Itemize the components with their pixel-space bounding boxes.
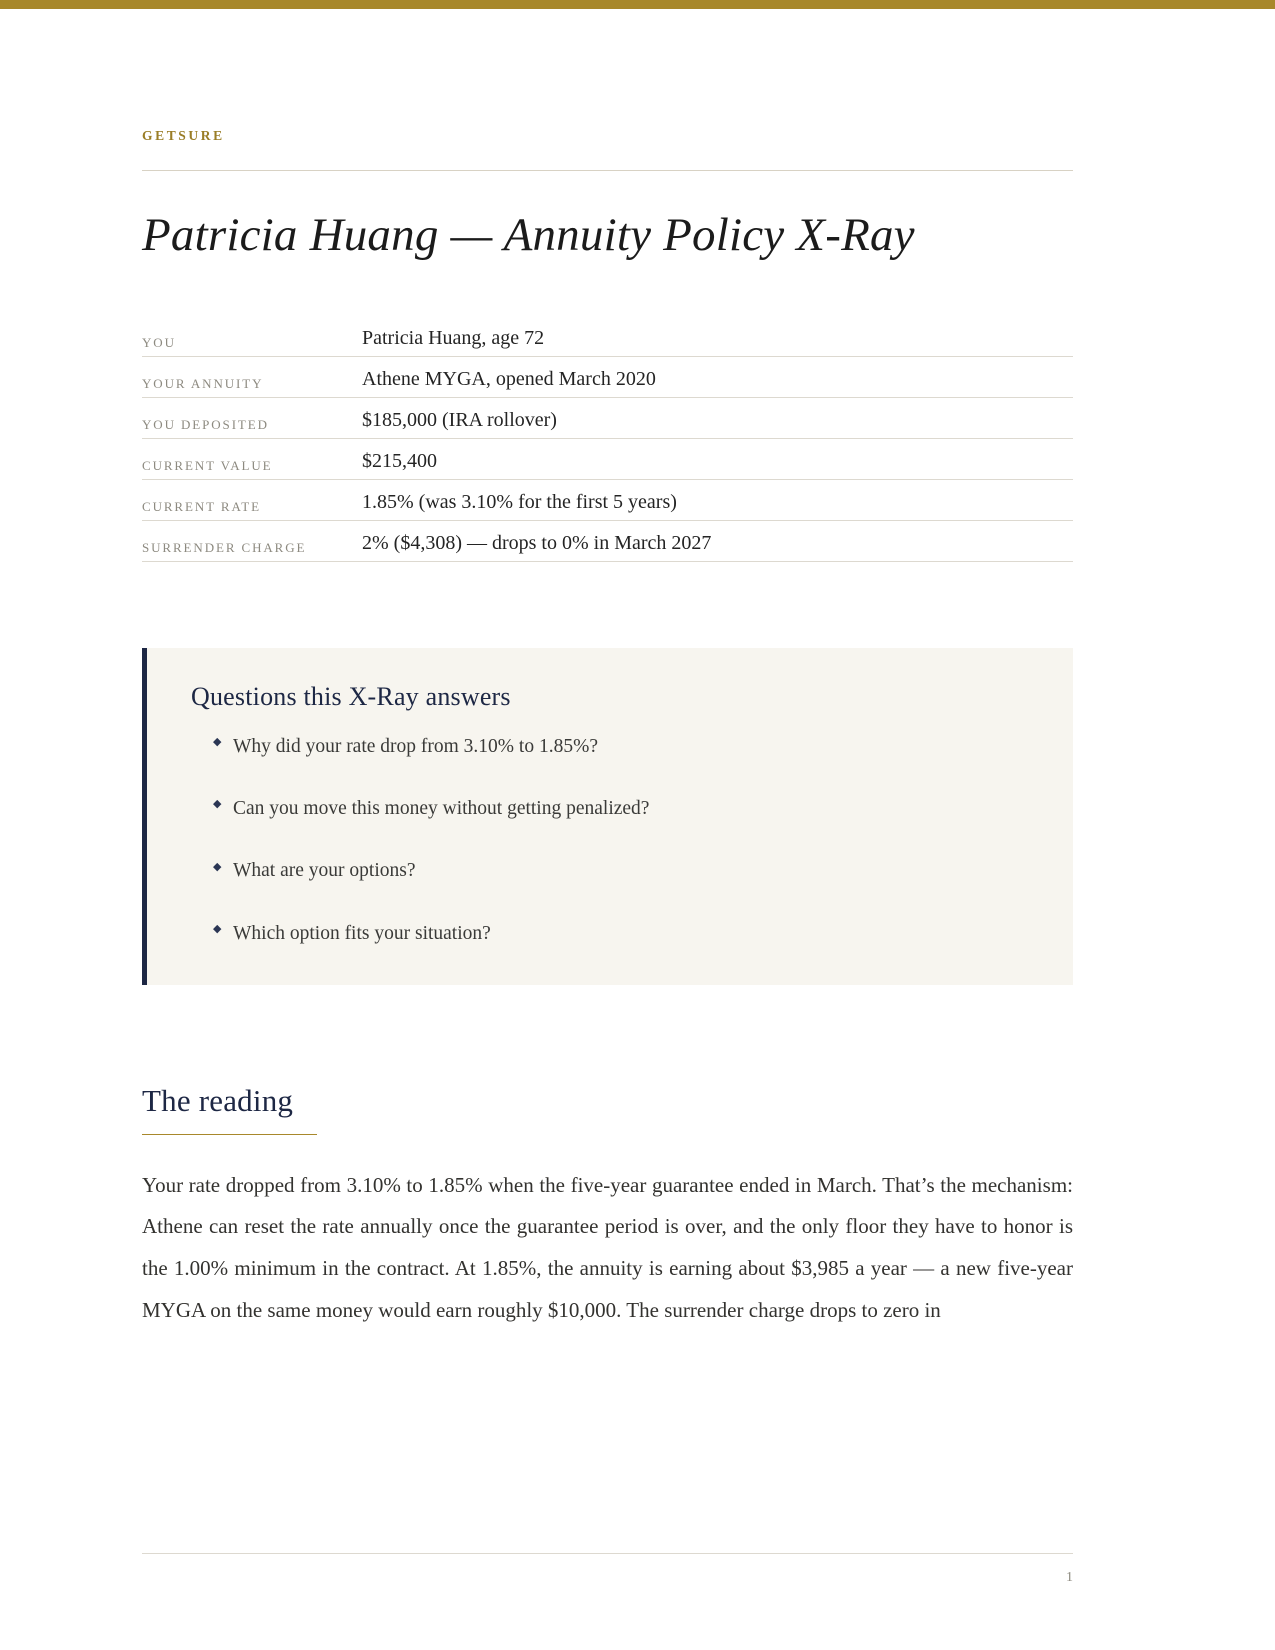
fact-value-your-annuity: Athene MYGA, opened March 2020 — [362, 367, 656, 390]
list-item — [191, 796, 1033, 822]
page-footer — [142, 1553, 1073, 1586]
diamond-bullet-icon: ◆ — [213, 798, 222, 811]
table-row — [142, 438, 1073, 479]
table-row — [142, 356, 1073, 397]
section-body-paragraph: Your rate dropped from 3.10% to 1.85% when the five-year guarantee ended in March. That’s the mechanism: Athene can reset the rate annually once the guarantee period is over, and the only floor they have to honor is the 1.00% minimum in the contract. At 1.85%, the annuity is earning about $3,985 a year — a new five-year MYGA on the same money would earn roughly $10,000. The surrender charge drops to zero in — [142, 1172, 1073, 1322]
fact-value-current-value: $215,400 — [362, 449, 437, 472]
footer-divider — [142, 1553, 1073, 1554]
masthead-divider — [142, 170, 1073, 171]
fact-label-surrender-charge: SURRENDER CHARGE — [142, 539, 307, 555]
page-number: 1 — [1066, 1570, 1073, 1585]
fact-label-you: YOU — [142, 334, 176, 350]
questions-callout — [142, 648, 1073, 985]
list-item-label: Can you move this money without getting penalized? — [233, 797, 650, 819]
list-item — [191, 734, 1033, 760]
table-row — [142, 397, 1073, 438]
list-item-label: Which option fits your situation? — [233, 922, 491, 944]
list-item — [191, 921, 1033, 947]
section-heading: The reading — [142, 1082, 294, 1118]
reading-section — [142, 1083, 1073, 1331]
list-item-label: What are your options? — [233, 860, 416, 882]
fact-value-surrender-charge: 2% ($4,308) — drops to 0% in March 2027 — [362, 531, 712, 554]
fact-label-current-rate: CURRENT RATE — [142, 498, 261, 514]
fact-value-current-rate: 1.85% (was 3.10% for the first 5 years) — [362, 490, 677, 513]
page-title: Patricia Huang — Annuity Policy X-Ray — [142, 209, 915, 261]
fact-value-you: Patricia Huang, age 72 — [362, 326, 545, 349]
list-item-label: Why did your rate drop from 3.10% to 1.85%? — [233, 735, 598, 757]
diamond-bullet-icon: ◆ — [213, 735, 222, 748]
diamond-bullet-icon: ◆ — [213, 860, 222, 873]
fact-label-your-annuity: YOUR ANNUITY — [142, 375, 264, 391]
table-row — [142, 479, 1073, 520]
questions-list — [191, 734, 1033, 947]
table-row — [142, 316, 1073, 357]
fact-label-current-value: CURRENT VALUE — [142, 457, 273, 473]
callout-title: Questions this X-Ray answers — [191, 681, 511, 711]
policy-facts-table — [142, 316, 1073, 562]
section-underline-rule — [142, 1134, 317, 1135]
brand-wordmark: GETSURE — [142, 128, 225, 143]
masthead — [142, 0, 1133, 171]
list-item — [191, 858, 1033, 884]
diamond-bullet-icon: ◆ — [213, 922, 222, 935]
fact-value-you-deposited: $185,000 (IRA rollover) — [362, 408, 557, 431]
fact-label-you-deposited: YOU DEPOSITED — [142, 416, 269, 432]
table-row — [142, 520, 1073, 561]
